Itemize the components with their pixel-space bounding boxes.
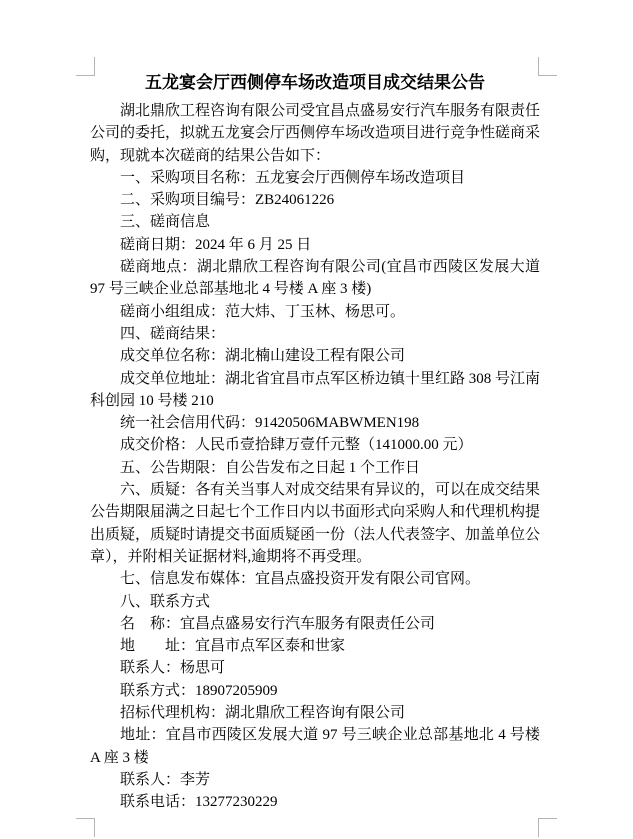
paragraph-project-name: 一、采购项目名称：五龙宴会厅西侧停车场改造项目 [120,169,466,186]
paragraph-winner-name: 成交单位名称：湖北楠山建设工程有限公司 [120,348,406,365]
paragraph-contact-heading: 八、联系方式 [120,593,211,610]
paragraph-purchaser-name: 名 称：宜昌点盛易安行汽车服务有限责任公司 [120,615,436,632]
paragraph-result-heading: 四、磋商结果： [120,325,226,342]
margin-mark-bottom-left-icon [76,818,95,837]
document-content [90,70,540,814]
paragraph-objection: 六、质疑：各有关当事人对成交结果有异议的，可以在成交结果公告期限届满之日起七个工作日内以书面形式向采购人和代理机构提出质疑，质疑时请提交书面质疑函一份（法人代表签字、加盖单位公章），并附相关证据材料,逾期将不再受理。 [90,482,541,565]
paragraph-purchaser-address: 地 址：宜昌市点军区泰和世家 [120,638,346,655]
margin-mark-top-right-icon [538,57,557,76]
document-title: 五龙宴会厅西侧停车场改造项目成交结果公告 [145,73,485,92]
paragraph-announcement-period: 五、公告期限：自公告发布之日起 1 个工作日 [120,459,421,476]
paragraph-negotiation-info-heading: 三、磋商信息 [120,214,211,231]
paragraph-publish-media: 七、信息发布媒体：宜昌点盛投资开发有限公司官网。 [120,571,481,588]
paragraph-agency-address: 地址：宜昌市西陵区发展大道 97 号三峡企业总部基地北 4 号楼 A 座 3 楼 [90,727,540,766]
paragraph-credit-code: 统一社会信用代码：91420506MABWMEN198 [120,415,420,432]
paragraph-project-number: 二、采购项目编号：ZB24061226 [120,192,335,209]
margin-mark-bottom-right-icon [538,818,557,837]
paragraph-intro: 湖北鼎欣工程咨询有限公司受宜昌点盛易安行汽车服务有限责任公司的委托，拟就五龙宴会厅西侧停车场改造项目进行竞争性磋商采购，现就本次磋商的结果公告如下： [90,103,541,164]
paragraph-purchaser-contact-phone: 联系方式：18907205909 [120,682,278,699]
paragraph-winner-address: 成交单位地址：湖北省宜昌市点军区桥边镇十里红路 308 号江南科创园 10 号楼 210 [90,370,541,409]
paragraph-purchaser-contact-person: 联系人：杨思可 [120,660,226,677]
paragraph-negotiation-date: 磋商日期：2024 年 6 月 25 日 [120,236,312,253]
paragraph-agency-contact-person: 联系人：李芳 [120,771,211,788]
paragraph-negotiation-location: 磋商地点：湖北鼎欣工程咨询有限公司(宜昌市西陵区发展大道 97 号三峡企业总部基地北 4 号楼 A 座 3 楼) [90,259,540,298]
paragraph-agency-name: 招标代理机构：湖北鼎欣工程咨询有限公司 [120,705,406,722]
paragraph-negotiation-panel: 磋商小组组成：范大炜、丁玉林、杨思可。 [120,303,406,320]
paragraph-agency-contact-phone: 联系电话：13277230229 [120,794,278,811]
paragraph-deal-price: 成交价格：人民币壹拾肆万壹仟元整（141000.00 元） [120,437,473,454]
